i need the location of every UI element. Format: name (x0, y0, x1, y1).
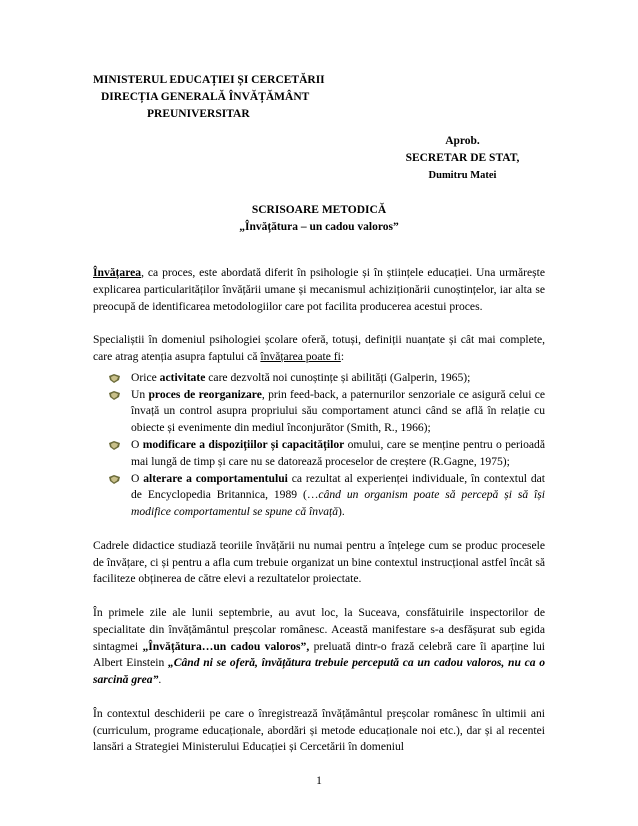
shield-bullet-icon (109, 475, 120, 484)
bullet-term: alterare a comportamentului (143, 471, 288, 485)
bullet-term: activitate (159, 370, 206, 384)
paragraph-1 (93, 265, 545, 315)
p4-quote: „Când ni se oferă, învățătura trebuie percepută ca un cadou valoros, nu ca o sarcină grea” (93, 656, 545, 687)
page-number: 1 (316, 775, 322, 787)
approval-block (380, 133, 545, 184)
list-item: O modificare a dispozițiilor și capacităților omului, care se menține pentru o perioadă mai lungă de timp și care nu se datorează proceselor de creștere (R.Gagne, 1975); (93, 437, 545, 471)
paragraph-3: Cadrele didactice studiază teoriile învățării nu numai pentru a înțelege cum se produc procesele de învățare, ci și pentru a afla cum trebuie organizat un bine contextul instrucțional astfel încât să faciliteze obținerea de către elevi a rezultatelor proiectate. (93, 538, 545, 586)
p1-rest: , ca proces, este abordată diferit în psihologie și în științele educației. Una urmărește explicarea particularităților învățării umane și mecanismul achiziționării cunoștințelor, iar alta se preocupă de identificarea metodologiilor care pot facilita producerea acestui proces. (93, 266, 545, 313)
p4-slogan: „Învățătura…un cadou valoros”, (142, 639, 310, 653)
title-subtitle: „Învățătura – un cadou valoros” (239, 221, 399, 233)
paragraph-4: În primele zile ale lunii septembrie, au avut loc, la Suceava, consfătuirile inspectorilor de specialitate din învățământul preșcolar românesc. Această manifestare s-a desfășurat sub egida sintagmei „Învățătura…un cadou valoros”, preluată dintr-o frază celebră care îi aparține lui Albert Einstein „Când ni se oferă, învățătura trebuie percepută ca un cadou valoros, nu ca o sarcină grea”. (93, 605, 545, 687)
p1-lead: Învățarea (93, 266, 142, 279)
title-main: SCRISOARE METODICĂ (251, 204, 387, 216)
definition-list (93, 370, 545, 521)
list-item: Un proces de reorganizare, prin feed-back, a paternurilor senzoriale ce asigură celui ce învață un control asupra propriului său comportament atunci când se află în relație cu obiecte și evenimente din mediul înconjurător (Smith, R., 1966); (93, 387, 545, 437)
shield-bullet-icon (109, 441, 120, 450)
shield-bullet-icon (109, 391, 120, 400)
approval-name: Dumitru Matei (428, 170, 497, 181)
paragraph-5: În contextul deschiderii pe care o înregistrează învățământul preșcolar românesc în ultimii ani (curriculum, programe educaționale, abordări și metode educaționale noi etc.), dar și al recentei lansări a Strategiei Ministerului Educației și Cercetării în domeniul (93, 706, 545, 754)
approval-label: Aprob. (445, 135, 480, 147)
bullet-quote: când un organism poate să percepă și să își modifice comportamentul se spune că învață (131, 488, 545, 519)
document-title (93, 202, 545, 236)
ministry-line1: MINISTERUL EDUCAȚIEI ȘI CERCETĂRII (93, 74, 325, 86)
list-item: O alterare a comportamentului ca rezultat al experienței individuale, în contextul dat de Encyclopedia Britannica, 1989 (…când un organism poate să percepă și să își modifice comportamentul se spune că învață). (93, 471, 545, 521)
p2-end: : (340, 349, 345, 363)
p2-underlined: învățarea poate fi (260, 349, 341, 363)
ministry-line2: DIRECȚIA GENERALĂ ÎNVĂȚĂMÂNT (101, 91, 310, 103)
ministry-line3: PREUNIVERSITAR (147, 108, 250, 120)
ministry-header (93, 72, 325, 123)
approval-role: SECRETAR DE STAT, (405, 152, 520, 164)
shield-bullet-icon (109, 374, 120, 383)
list-item: Orice activitate care dezvoltă noi cunoștințe și abilități (Galperin, 1965); (93, 370, 545, 387)
p2-text: Specialiștii în domeniul psihologiei școlare oferă, totuși, definiții nuanțate și cât mai complete, care atrag atenția asupra faptului că (93, 333, 545, 363)
bullet-term: modificare a dispozițiilor și capacităților (142, 437, 345, 451)
bullet-term: proces de reorganizare (148, 387, 262, 401)
document-body (93, 265, 545, 773)
paragraph-2 (93, 332, 545, 366)
